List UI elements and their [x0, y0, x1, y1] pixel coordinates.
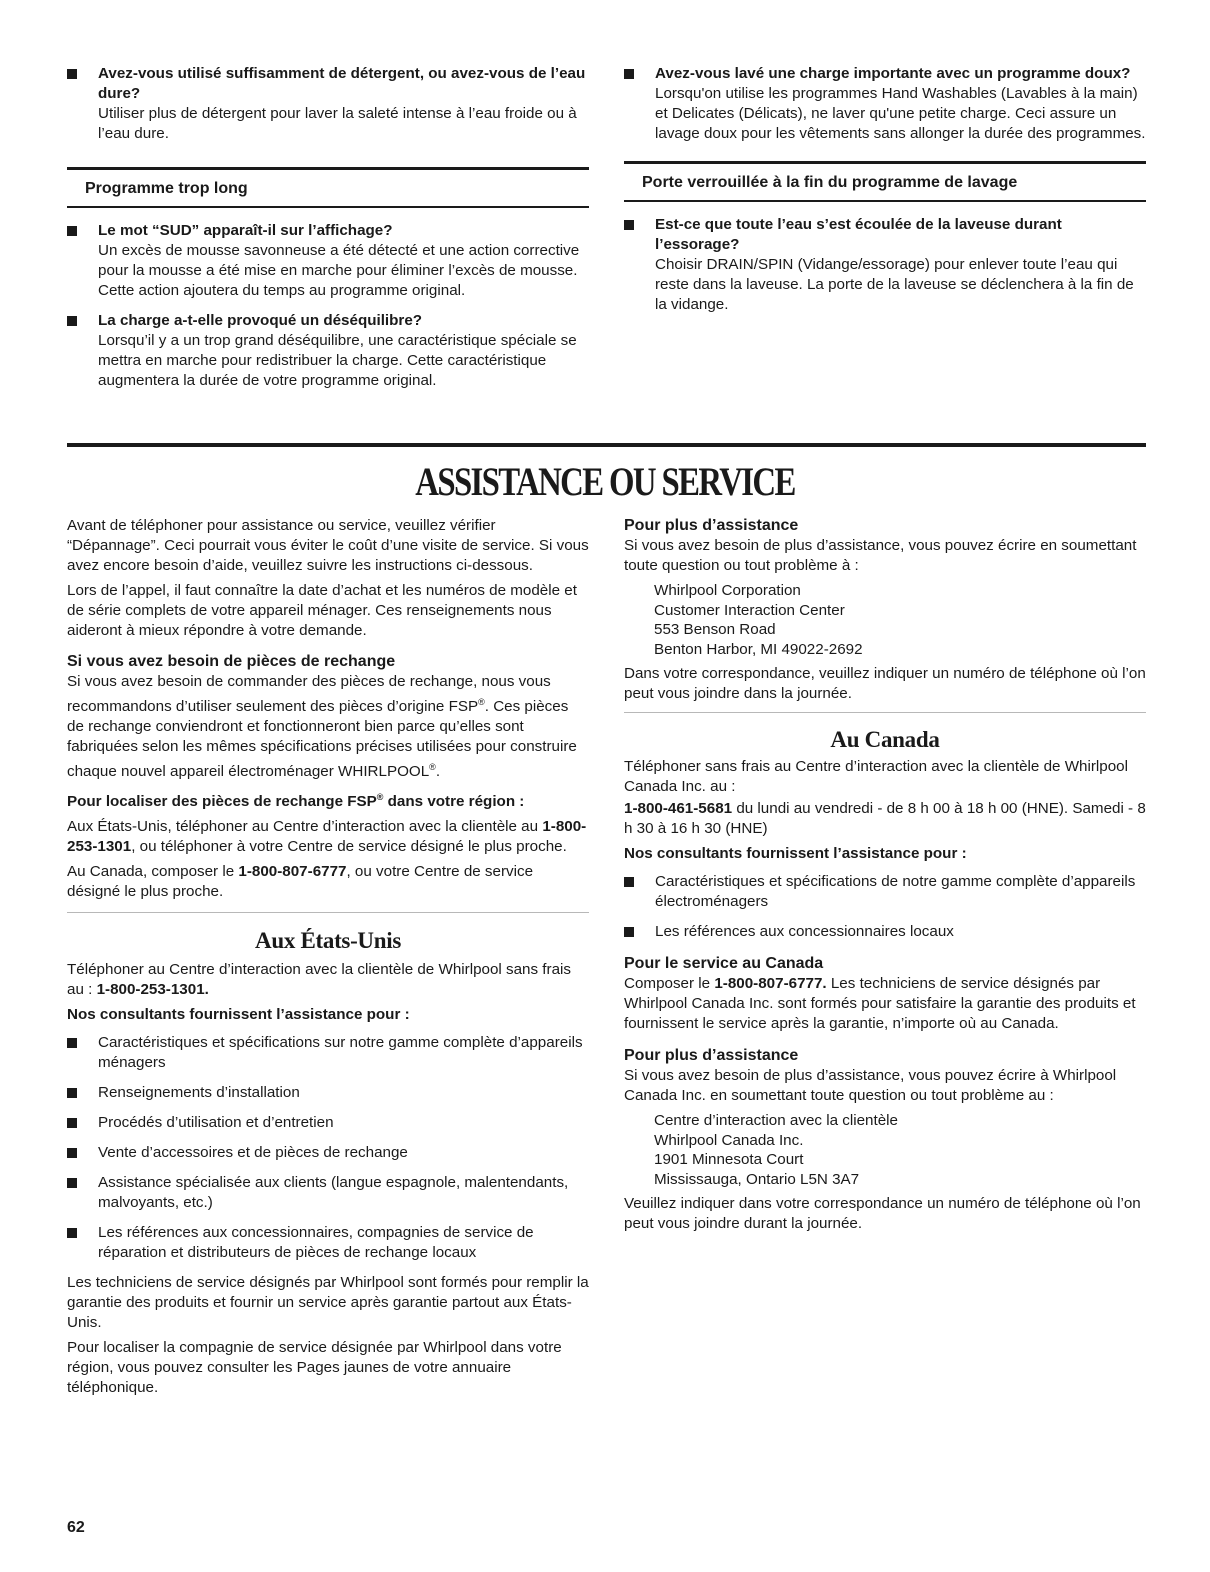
- answer: Lorsqu'on utilise les programmes Hand Washables (Lavables à la main) et Delicates (Délicats), ne laver qu'une petite charge. Ceci assure un lavage doux pour les vêtements sans allonger la durée des programmes.: [655, 85, 1146, 142]
- canada-hours: [624, 799, 1146, 839]
- top-left-column: [67, 64, 589, 391]
- address-line: Benton Harbor, MI 49022-2692: [654, 640, 863, 658]
- us-bullet-list: [67, 1033, 589, 1263]
- address-line: 553 Benson Road: [654, 621, 776, 638]
- question: Est-ce que toute l’eau s’est écoulée de la laveuse durant l’essorage?: [655, 216, 1062, 253]
- us-locate-paragraph: Pour localiser la compagnie de service désignée par Whirlpool dans votre région, vous pouvez consulter les Pages jaunes de votre annuaire téléphonique.: [67, 1339, 562, 1397]
- list-item-text: Les références aux concessionnaires locaux: [655, 923, 954, 940]
- bullet-square-icon: [624, 69, 634, 79]
- intro-paragraph: Lors de l’appel, il faut connaître la date d’achat et les numéros de modèle et de série complets de votre appareil ménager. Ces renseignements nous aideront à mieux répondre à votre demande.: [67, 582, 577, 639]
- list-item-text: Caractéristiques et spécifications sur notre gamme complète d’appareils ménagers: [98, 1034, 583, 1072]
- canada-service-paragraph: [624, 974, 1146, 1034]
- text-run: Téléphoner au Centre d’interaction avec la clientèle de Whirlpool sans frais au :: [67, 961, 571, 999]
- list-item: [67, 1143, 589, 1163]
- section-heading-door-locked: Porte verrouillée à la fin du programme de lavage: [624, 161, 1146, 202]
- us-parts-paragraph: [67, 817, 589, 857]
- canada-correspondence-paragraph: Veuillez indiquer dans votre correspondance un numéro de téléphone où l’on peut vous joindre durant la journée.: [624, 1195, 1141, 1232]
- registered-mark: ®: [429, 762, 436, 773]
- bullet-square-icon: [624, 220, 634, 230]
- list-item: [67, 221, 589, 301]
- registered-mark: ®: [376, 792, 384, 803]
- bullet-square-icon: [67, 1228, 77, 1238]
- canada-service-heading: Pour le service au Canada: [624, 955, 824, 972]
- us-technicians-paragraph: Les techniciens de service désignés par Whirlpool sont formés pour remplir la garantie des produits et fournir un service après garantie partout aux États-Unis.: [67, 1274, 589, 1332]
- us-section-title: Aux États-Unis: [255, 928, 401, 954]
- answer: Lorsqu’il y a un trop grand déséquilibre, une caractéristique spéciale se mettra en marche pour redistribuer la charge. Cette caractéristique augmentera la durée de votre programme original.: [98, 332, 577, 389]
- canada-section-title: Au Canada: [830, 727, 940, 752]
- text-run: , ou téléphoner à votre Centre de service désigné le plus proche.: [131, 838, 567, 856]
- text-run: Composer le: [624, 975, 715, 992]
- question: Le mot “SUD” apparaît-il sur l’affichage?: [98, 222, 393, 239]
- list-item-text: Caractéristiques et spécifications de notre gamme complète d’appareils électroménagers: [655, 873, 1136, 910]
- text-run: Les techniciens de service désignés par Whirlpool Canada Inc. sont formés pour satisfaire la garantie des produits et fournissent le service après la garantie, n’importe où au Canada.: [624, 975, 1136, 1032]
- list-item: [67, 1033, 589, 1073]
- bullet-square-icon: [67, 1148, 77, 1158]
- bullet-square-icon: [67, 69, 77, 79]
- list-item: [67, 1083, 589, 1103]
- canada-intro: Téléphoner sans frais au Centre d’interaction avec la clientèle de Whirlpool Canada Inc. au :: [624, 758, 1128, 795]
- text-run: Au Canada, composer le: [67, 863, 239, 881]
- bullet-square-icon: [67, 1088, 77, 1098]
- list-item: [624, 64, 1146, 144]
- ca-parts-paragraph: [67, 862, 589, 902]
- lower-left-column: [67, 516, 589, 1403]
- text-run: Si vous avez besoin de commander des pièces de rechange, nous vous recommandons d’utiliser seulement des pièces d’origine FSP: [67, 673, 551, 716]
- question: La charge a-t-elle provoqué un déséquilibre?: [98, 312, 423, 329]
- parts-paragraph: [67, 672, 589, 782]
- answer: Choisir DRAIN/SPIN (Vidange/essorage) pour enlever toute l’eau qui reste dans la laveuse. La porte de la laveuse se déclenchera à la fin de la vidange.: [655, 256, 1134, 313]
- more-help-heading: Pour plus d’assistance: [624, 517, 799, 534]
- list-item-text: Assistance spécialisée aux clients (langue espagnole, malentendants, malvoyants, etc.): [98, 1174, 569, 1212]
- page-title: ASSISTANCE OU SERVICE: [415, 459, 795, 504]
- answer: Utiliser plus de détergent pour laver la saleté intense à l’eau froide ou à l’eau dure.: [98, 105, 577, 142]
- list-item: [624, 215, 1146, 315]
- divider: [67, 912, 589, 913]
- title-rule: [67, 443, 1146, 447]
- list-item: [67, 1113, 589, 1133]
- phone-number: 1-800-253-1301: [67, 818, 587, 856]
- parts-heading: Si vous avez besoin de pièces de rechange: [67, 653, 396, 670]
- bullet-square-icon: [67, 1038, 77, 1048]
- phone-number: 1-800-253-1301.: [96, 981, 209, 999]
- canada-more-help-heading: Pour plus d’assistance: [624, 1047, 799, 1064]
- question: Avez-vous lavé une charge importante avec un programme doux?: [655, 65, 1131, 82]
- address-line: Centre d’interaction avec la clientèle: [654, 1112, 898, 1129]
- text-run: dans votre région :: [383, 793, 525, 811]
- text-run: .: [435, 763, 441, 781]
- section-heading-long-program: Programme trop long: [67, 167, 589, 208]
- bullet-square-icon: [67, 226, 77, 236]
- canada-consult-heading: Nos consultants fournissent l’assistance pour :: [624, 845, 967, 862]
- more-help-paragraph: Si vous avez besoin de plus d’assistance, vous pouvez écrire en soumettant toute question ou tout problème à :: [624, 537, 1137, 574]
- text-run: , ou votre Centre de service désigné le plus proche.: [67, 863, 534, 901]
- bullet-square-icon: [67, 1118, 77, 1128]
- text-run: Pour localiser des pièces de rechange FSP: [67, 793, 377, 811]
- address-line: Whirlpool Canada Inc.: [654, 1131, 804, 1149]
- list-item: [67, 1173, 589, 1213]
- text-run: du lundi au vendredi - de 8 h 00 à 18 h 00 (HNE). Samedi - 8 h 30 à 16 h 30 (HNE): [624, 800, 1146, 837]
- list-item: [67, 1223, 589, 1263]
- text-run: Aux États-Unis, téléphoner au Centre d’interaction avec la clientèle au: [67, 818, 543, 836]
- list-item: [67, 311, 589, 391]
- us-correspondence-paragraph: Dans votre correspondance, veuillez indiquer un numéro de téléphone où l’on peut vous joindre dans la journée.: [624, 665, 1146, 702]
- bullet-square-icon: [624, 927, 634, 937]
- bullet-square-icon: [624, 877, 634, 887]
- bullet-square-icon: [67, 316, 77, 326]
- list-item-text: Vente d’accessoires et de pièces de rechange: [98, 1144, 408, 1162]
- address-line: Whirlpool Corporation: [654, 582, 801, 599]
- registered-mark: ®: [478, 697, 485, 707]
- canada-bullet-list: [624, 872, 1146, 942]
- bullet-square-icon: [67, 1178, 77, 1188]
- list-item-text: Les références aux concessionnaires, compagnies de service de réparation et distributeurs de pièces de rechange locaux: [98, 1224, 534, 1262]
- canada-address: [624, 1111, 1146, 1189]
- address-line: 1901 Minnesota Court: [654, 1151, 804, 1168]
- us-address: [624, 581, 1146, 659]
- list-item: [67, 64, 589, 144]
- answer: Un excès de mousse savonneuse a été détecté et une action corrective pour la mousse a été mise en marche pour éliminer l’excès de mousse. Cette action ajoutera du temps au programme original.: [98, 242, 580, 299]
- list-item: [624, 922, 1146, 942]
- list-item-text: Renseignements d’installation: [98, 1084, 300, 1102]
- phone-number: 1-800-461-5681: [624, 800, 733, 817]
- divider: [624, 712, 1146, 713]
- us-consult-heading: Nos consultants fournissent l’assistance pour :: [67, 1006, 410, 1024]
- page-number: 62: [67, 1519, 85, 1536]
- question: Avez-vous utilisé suffisamment de détergent, ou avez-vous de l’eau dure?: [98, 65, 586, 102]
- canada-more-help-paragraph: Si vous avez besoin de plus d’assistance, vous pouvez écrire à Whirlpool Canada Inc. en soumettant toute question ou tout problème au :: [624, 1067, 1117, 1104]
- address-line: Customer Interaction Center: [654, 601, 845, 619]
- phone-number: 1-800-807-6777.: [714, 975, 827, 992]
- us-intro: [67, 960, 589, 1000]
- list-item: [624, 872, 1146, 912]
- text-run: . Ces pièces de rechange conviendront et fonctionneront bien parce qu’elles sont fabriquées selon les mêmes spécifications précises utilisées pour construire chaque nouvel appareil électroménager WHIRLPOOL: [67, 698, 577, 781]
- top-right-column: [624, 64, 1146, 315]
- intro-paragraph: Avant de téléphoner pour assistance ou service, veuillez vérifier “Dépannage”. Ceci pourrait vous éviter le coût d’une visite de service. Si vous avez encore besoin d’aide, veuillez suivre les instructions ci-dessous.: [67, 517, 589, 574]
- list-item-text: Procédés d’utilisation et d’entretien: [98, 1114, 334, 1132]
- locate-parts-heading: [67, 787, 589, 812]
- lower-right-column: [624, 516, 1146, 1239]
- address-line: Mississauga, Ontario L5N 3A7: [654, 1170, 860, 1188]
- phone-number: 1-800-807-6777: [238, 863, 347, 881]
